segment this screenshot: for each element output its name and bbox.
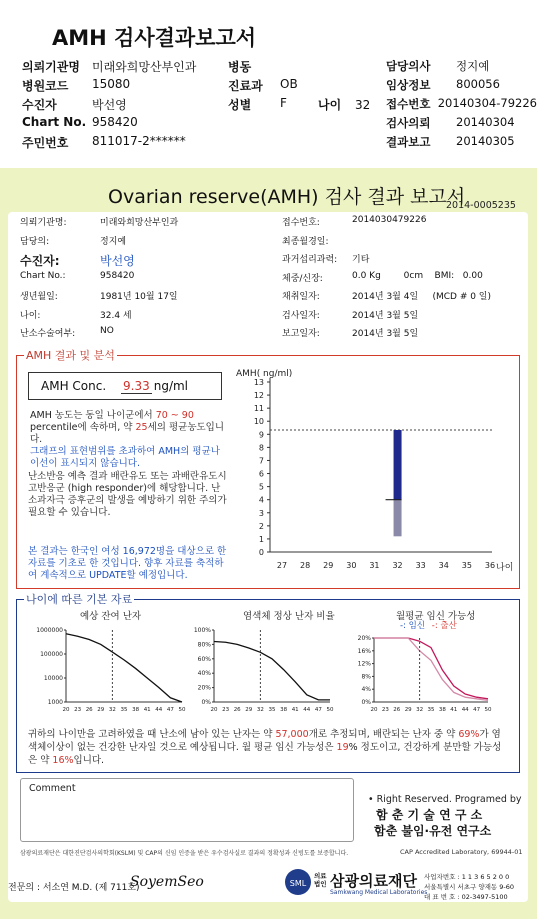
info-row — [20, 308, 270, 327]
info-label: 접수번호 — [386, 97, 431, 111]
info-label: 결과보고 — [386, 135, 431, 149]
x-tick-label: 50 — [178, 707, 186, 713]
info-row — [20, 326, 270, 345]
info-label: 임상정보 — [386, 78, 431, 92]
info-row — [22, 134, 232, 153]
info-value: OB — [280, 77, 298, 91]
info-value: 미래와희망산부인과 — [100, 218, 179, 228]
x-tick-label: 38 — [280, 707, 288, 713]
age-section-title: 나이에 따른 기본 자료 — [26, 593, 133, 606]
x-tick-label: 34 — [438, 561, 449, 570]
info-value: 811017-2****** — [92, 134, 186, 148]
info-value: 2014년 3월 5일 — [352, 310, 419, 321]
series-line — [374, 638, 488, 699]
chromosome-chart — [180, 620, 340, 720]
x-tick-label: 50 — [326, 707, 334, 713]
info-label: 수진자: — [20, 254, 60, 268]
foundation-logo-icon — [284, 868, 312, 896]
reg-no: 사업자번호 : 1 1 3 6 5 2 0 0 — [424, 873, 510, 881]
info-label: 성별 — [228, 98, 252, 112]
y-tick-label: 10 — [253, 417, 264, 427]
info-label: 주민번호 — [22, 136, 69, 150]
x-tick-label: 41 — [291, 707, 299, 713]
svg-text:SML: SML — [289, 879, 307, 888]
x-tick-label: 31 — [369, 561, 380, 570]
info-row — [20, 234, 270, 253]
series-line — [214, 642, 330, 700]
age-value: 32 — [355, 98, 371, 112]
x-tick-label: 35 — [427, 707, 435, 713]
info-value: 958420 — [100, 270, 135, 281]
x-tick-label: 23 — [381, 707, 389, 713]
info-label: 병원코드 — [22, 79, 69, 93]
info-value: 20140304-79226 — [437, 96, 537, 110]
x-tick-label: 44 — [461, 707, 469, 713]
pregnancy-chart — [340, 628, 500, 720]
foundation-en: Samkwang Medical Laboratories — [330, 889, 428, 896]
x-tick-label: 32 — [416, 707, 424, 713]
x-tick-label: 32 — [108, 707, 116, 713]
info-value: 1981년 10월 17일 — [100, 292, 178, 302]
delivery-value: 16% — [52, 755, 74, 766]
y-tick-label: 20% — [197, 684, 211, 692]
info-label: 담당의: — [20, 236, 50, 247]
info-value: 정지예 — [456, 59, 490, 73]
amh-conc-value: 9.33 — [123, 378, 150, 393]
analysis-paragraph-4: 본 결과는 한국인 여성 16,972명을 대상으로 한 자료를 기초로 한 것입니다. 향후 자료를 축적하여 계속적으로 UPDATE할 예정입니다. — [28, 546, 227, 581]
x-tick-label: 32 — [256, 707, 264, 713]
amh-conc-unit: ng/ml — [153, 379, 189, 393]
info-row — [282, 215, 532, 234]
analysis-paragraph-2: 그래프의 표현범위를 초과하여 AMH의 평균나이선이 표시되지 않습니다. — [30, 446, 220, 469]
report-title: Ovarian reserve(AMH) 검사 결과 보고서 — [108, 186, 466, 208]
info-row — [282, 252, 532, 271]
x-tick-label: 47 — [166, 707, 174, 713]
age-label: 나이 — [318, 98, 342, 112]
x-tick-label: 44 — [155, 707, 163, 713]
doc-number: 2014-0005235 — [446, 200, 516, 211]
amh-conc-label: AMH Conc. — [41, 379, 107, 393]
y-axis-label: AMH( ng/ml) — [236, 369, 293, 379]
info-row — [282, 271, 532, 290]
info-row — [386, 58, 537, 77]
y-tick-label: 10000 — [43, 675, 63, 682]
lab-name-2: 함춘 불임·유전 연구소 — [374, 824, 492, 838]
x-tick-label: 28 — [300, 561, 311, 570]
eggs-chart — [20, 620, 190, 720]
equivalent-age: 25 — [135, 422, 148, 433]
info-label: 보고일자: — [282, 329, 320, 339]
x-tick-label: 33 — [415, 561, 426, 570]
x-tick-label: 44 — [303, 707, 311, 713]
signature: SoyemSeo — [130, 874, 204, 890]
pregnancy-value: 19 — [336, 742, 349, 753]
pregnancy-legend: -: 임신 -: 출산 — [400, 621, 457, 631]
y-tick-label: 0% — [361, 699, 371, 706]
x-tick-label: 29 — [404, 707, 412, 713]
x-tick-label: 30 — [346, 561, 357, 570]
comment-box — [20, 778, 354, 842]
percentile-range: 70 ~ 90 — [155, 410, 194, 421]
foundation-small: 의료 법인 — [314, 872, 327, 888]
info-value: 박선영 — [100, 254, 135, 268]
y-tick-label: 100% — [193, 627, 211, 634]
y-tick-label: 7 — [258, 456, 264, 466]
x-tick-label: 29 — [245, 707, 253, 713]
info-label: 수진자 — [22, 98, 57, 112]
report-right-info — [282, 215, 532, 345]
info-row — [386, 134, 537, 153]
info-label: Chart No.: — [20, 270, 66, 281]
y-tick-label: 8 — [258, 443, 264, 453]
info-value: 미래와희망산부인과 — [92, 60, 197, 74]
x-tick-label: 50 — [484, 707, 492, 713]
info-label: 검사의뢰 — [386, 116, 431, 130]
info-label: 검사일자: — [282, 310, 320, 321]
info-value: 958420 — [92, 115, 138, 129]
y-tick-label: 16% — [357, 647, 371, 655]
info-label: 의뢰기관명 — [22, 60, 80, 74]
info-row — [282, 289, 532, 308]
y-tick-label: 4 — [258, 495, 264, 505]
x-axis-label: 나이 — [496, 563, 514, 573]
info-label: 체중/신장: — [282, 273, 323, 284]
info-value: 32.4 세 — [100, 310, 132, 321]
info-value: 박선영 — [92, 98, 127, 112]
info-row — [20, 252, 270, 271]
specialist: 전문의 : 서소연 M.D. (제 711호) — [8, 883, 140, 893]
chart-title-eggs: 예상 잔여 난자 — [80, 611, 142, 622]
y-tick-label: 4% — [361, 686, 371, 694]
cap-note: CAP Accredited Laboratory, 69944-01 — [400, 848, 523, 856]
x-tick-label: 41 — [450, 707, 458, 713]
info-label: 생년월일: — [20, 292, 58, 302]
y-tick-label: 2 — [258, 521, 264, 531]
age-field — [318, 96, 370, 113]
x-tick-label: 29 — [323, 561, 334, 570]
info-value: 정지예 — [100, 236, 127, 247]
info-value: NO — [100, 326, 114, 336]
chart-title-pregnancy: 월평균 임신 가능성 — [396, 611, 476, 622]
y-tick-label: 0% — [201, 699, 211, 706]
x-tick-label: 26 — [393, 707, 401, 713]
info-value: 2014년 3월 4일 (MCD # 0 일) — [352, 292, 492, 302]
amh-chart — [230, 360, 516, 582]
info-label: 병동 — [228, 60, 252, 74]
normal-ratio-value: 69% — [458, 729, 480, 740]
y-tick-label: 40% — [197, 670, 211, 678]
x-tick-label: 41 — [143, 707, 151, 713]
info-label: 접수번호: — [282, 218, 320, 228]
top-left-info — [22, 58, 232, 153]
y-tick-label: 8% — [361, 673, 371, 681]
amh-bar — [394, 430, 402, 500]
y-tick-label: 20% — [357, 635, 371, 642]
info-row — [228, 58, 368, 77]
x-tick-label: 35 — [268, 707, 276, 713]
x-tick-label: 23 — [74, 707, 82, 713]
info-row — [20, 215, 270, 234]
info-row — [22, 58, 232, 77]
info-row — [282, 326, 532, 345]
amh-bar — [394, 500, 402, 537]
top-right-info — [386, 58, 537, 153]
info-label: 과거섭리과력: — [282, 255, 338, 265]
y-tick-label: 1 — [258, 534, 264, 544]
info-label: 진료과 — [228, 79, 263, 93]
x-tick-label: 32 — [392, 561, 403, 570]
info-value: 기타 — [352, 255, 370, 265]
amh-conc-box — [28, 372, 222, 400]
info-value: 800056 — [456, 77, 500, 91]
info-row — [22, 115, 232, 134]
info-value: 2014년 3월 5일 — [352, 329, 419, 339]
info-row — [20, 289, 270, 308]
info-row — [386, 96, 537, 115]
report-left-info — [20, 215, 270, 345]
x-tick-label: 27 — [276, 561, 288, 570]
phone: 대 표 번 호 : 02-3497-5100 — [424, 893, 508, 901]
y-tick-label: 5 — [258, 482, 264, 492]
x-tick-label: 38 — [132, 707, 140, 713]
x-tick-label: 20 — [370, 707, 378, 713]
info-label: 의뢰기관명: — [20, 218, 67, 228]
info-row — [20, 271, 270, 290]
analysis-paragraph-1: AMH 농도는 동일 나이군에서 70 ~ 90 percentile에 속하며, 약 25세의 평균농도입니다. — [30, 410, 225, 445]
info-value: F — [280, 96, 287, 110]
x-tick-label: 26 — [233, 707, 241, 713]
lab-name-1: 함 춘 기 술 연 구 소 — [376, 808, 483, 822]
y-tick-label: 100000 — [40, 651, 63, 658]
info-row — [282, 308, 532, 327]
info-label: 담당의사 — [386, 59, 431, 73]
foundation-name: 삼광의료재단 — [330, 872, 417, 890]
y-tick-label: 3 — [258, 508, 264, 518]
y-tick-label: 12 — [253, 391, 264, 401]
y-tick-label: 9 — [258, 430, 264, 440]
bottom-summary: 귀하의 나이만을 고려하였을 때 난소에 남아 있는 난자는 약 57,000개로 추정되며, 배란되는 난자 중 약 69%가 염색체이상이 없는 건강한 난자일 것으로 예상됩니다. 월 평균 임신 가능성은 19% 정도이고, 건강하게 분만할 가능성은 약 16%입니다. — [28, 729, 502, 766]
info-row — [22, 96, 232, 115]
x-tick-label: 35 — [120, 707, 128, 713]
x-tick-label: 29 — [97, 707, 105, 713]
analysis-title: AMH 결과 및 분석 — [26, 349, 115, 362]
y-tick-label: 12% — [357, 660, 371, 668]
rights-text: • Right Reserved. Programed by — [368, 794, 522, 805]
info-label: 최종월경일: — [282, 236, 329, 247]
series-line — [66, 634, 182, 702]
y-tick-label: 13 — [253, 378, 264, 387]
x-tick-label: 23 — [222, 707, 230, 713]
x-tick-label: 26 — [85, 707, 93, 713]
info-value: 15080 — [92, 77, 131, 91]
info-value: 2014030479226 — [352, 215, 427, 225]
info-label: 난소수술여부: — [20, 329, 76, 339]
x-tick-label: 20 — [210, 707, 218, 713]
info-label: 채취일자: — [282, 292, 320, 302]
y-tick-label: 60% — [197, 655, 211, 663]
y-tick-label: 0 — [258, 548, 264, 557]
remaining-eggs-value: 57,000 — [275, 729, 309, 740]
chart-title-chromosome: 염색체 정상 난자 비율 — [243, 611, 335, 622]
address: 서울특별시 서초구 양재동 9-60 — [424, 883, 515, 891]
y-tick-label: 11 — [253, 404, 264, 414]
x-tick-label: 35 — [461, 561, 472, 570]
x-tick-label: 36 — [484, 561, 496, 570]
x-tick-label: 20 — [62, 707, 70, 713]
footer-note: 삼광의료재단은 대한진단검사의학회(KSLM) 및 CAP의 신임 인증을 받은 우수검사실로 결과의 정확성과 신빙도를 보증합니다. — [20, 850, 349, 857]
y-tick-label: 1000 — [47, 699, 63, 706]
info-row — [228, 77, 368, 96]
comment-label: Comment — [29, 783, 76, 794]
info-value: 20140304 — [456, 115, 515, 129]
analysis-paragraph-3: 난소반응 예측 결과 배란유도 또는 과배란유도시 고반응군 (high responder)에 해당합니다. 난소과자극 증후군의 발생을 예방하기 위한 주의가 필요할 수 있습니다. — [28, 471, 227, 518]
y-tick-label: 80% — [197, 641, 211, 649]
info-row — [282, 234, 532, 253]
info-value: 0.0 Kg 0cm BMI: 0.00 — [352, 270, 483, 281]
page-title: AMH 검사결과보고서 — [52, 26, 257, 50]
y-tick-label: 1000000 — [36, 627, 63, 634]
x-tick-label: 47 — [473, 707, 481, 713]
info-label: Chart No. — [22, 115, 87, 129]
info-row — [386, 77, 537, 96]
y-tick-label: 6 — [258, 469, 264, 479]
info-row — [386, 115, 537, 134]
info-row — [22, 77, 232, 96]
x-tick-label: 38 — [438, 707, 446, 713]
info-value: 20140305 — [456, 134, 515, 148]
info-label: 나이: — [20, 310, 41, 321]
x-tick-label: 47 — [314, 707, 322, 713]
